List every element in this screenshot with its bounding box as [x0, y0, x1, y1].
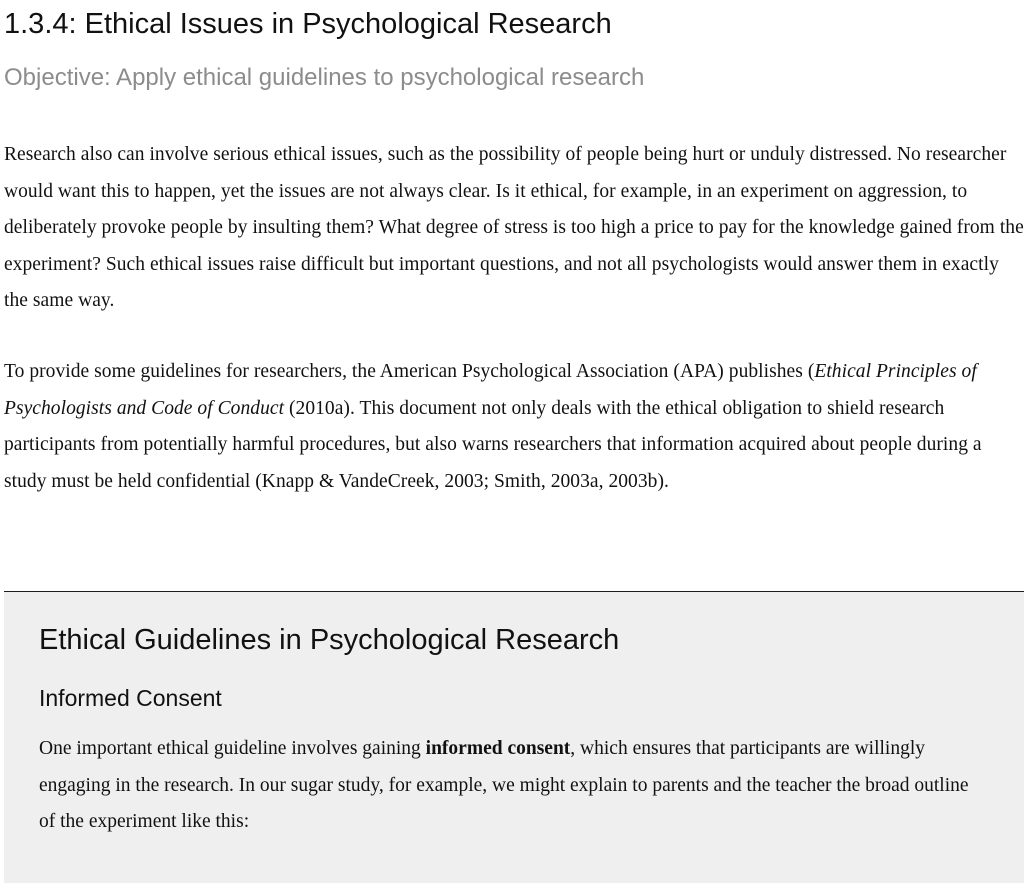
informed-consent-paragraph — [39, 731, 969, 841]
objective-subtitle: Objective: Apply ethical guidelines to psychological research — [4, 64, 645, 91]
apa-document-title: Ethical Principles of Psychologists and Code of Conduct — [4, 361, 977, 419]
intro-paragraph — [4, 137, 1024, 320]
informed-consent-heading: Informed Consent — [39, 685, 222, 711]
apa-guidelines-paragraph — [4, 354, 1024, 500]
ethical-guidelines-box — [4, 591, 1024, 883]
apa-paragraph-text-start: To provide some guidelines for researchers, the American Psychological Association (APA) publishes ( — [4, 361, 815, 382]
apa-paragraph-text-end: (2010a). This document not only deals with the ethical obligation to shield research participants from potentially harmful procedures, but also warns researchers that information acquired about people during a study must be held confidential (Knapp & VandeCreek, 2003; Smith, 2003a, 2003b). — [4, 397, 982, 492]
intro-paragraph-text: Research also can involve serious ethical issues, such as the possibility of people being hurt or unduly distressed. No researcher would want this to happen, yet the issues are not always clear. Is it ethical, for example, in an experiment on aggression, to deliberately provoke people by insulting them? What degree of stress is too high a price to pay for the knowledge gained from the experiment? Such ethical issues raise difficult but important questions, and not all psychologists would answer them in exactly the same way. — [4, 144, 1024, 311]
guidelines-box-title: Ethical Guidelines in Psychological Research — [39, 624, 620, 656]
informed-consent-text-start: One important ethical guideline involves gaining — [39, 738, 426, 759]
informed-consent-term: informed consent — [425, 738, 571, 759]
informed-consent-text-end: , which ensures that participants are willingly engaging in the research. In our sugar study, for example, we might explain to parents and the teacher the broad outline of the experiment like this: — [39, 738, 969, 832]
page-title: 1.3.4: Ethical Issues in Psychological Research — [4, 8, 612, 40]
